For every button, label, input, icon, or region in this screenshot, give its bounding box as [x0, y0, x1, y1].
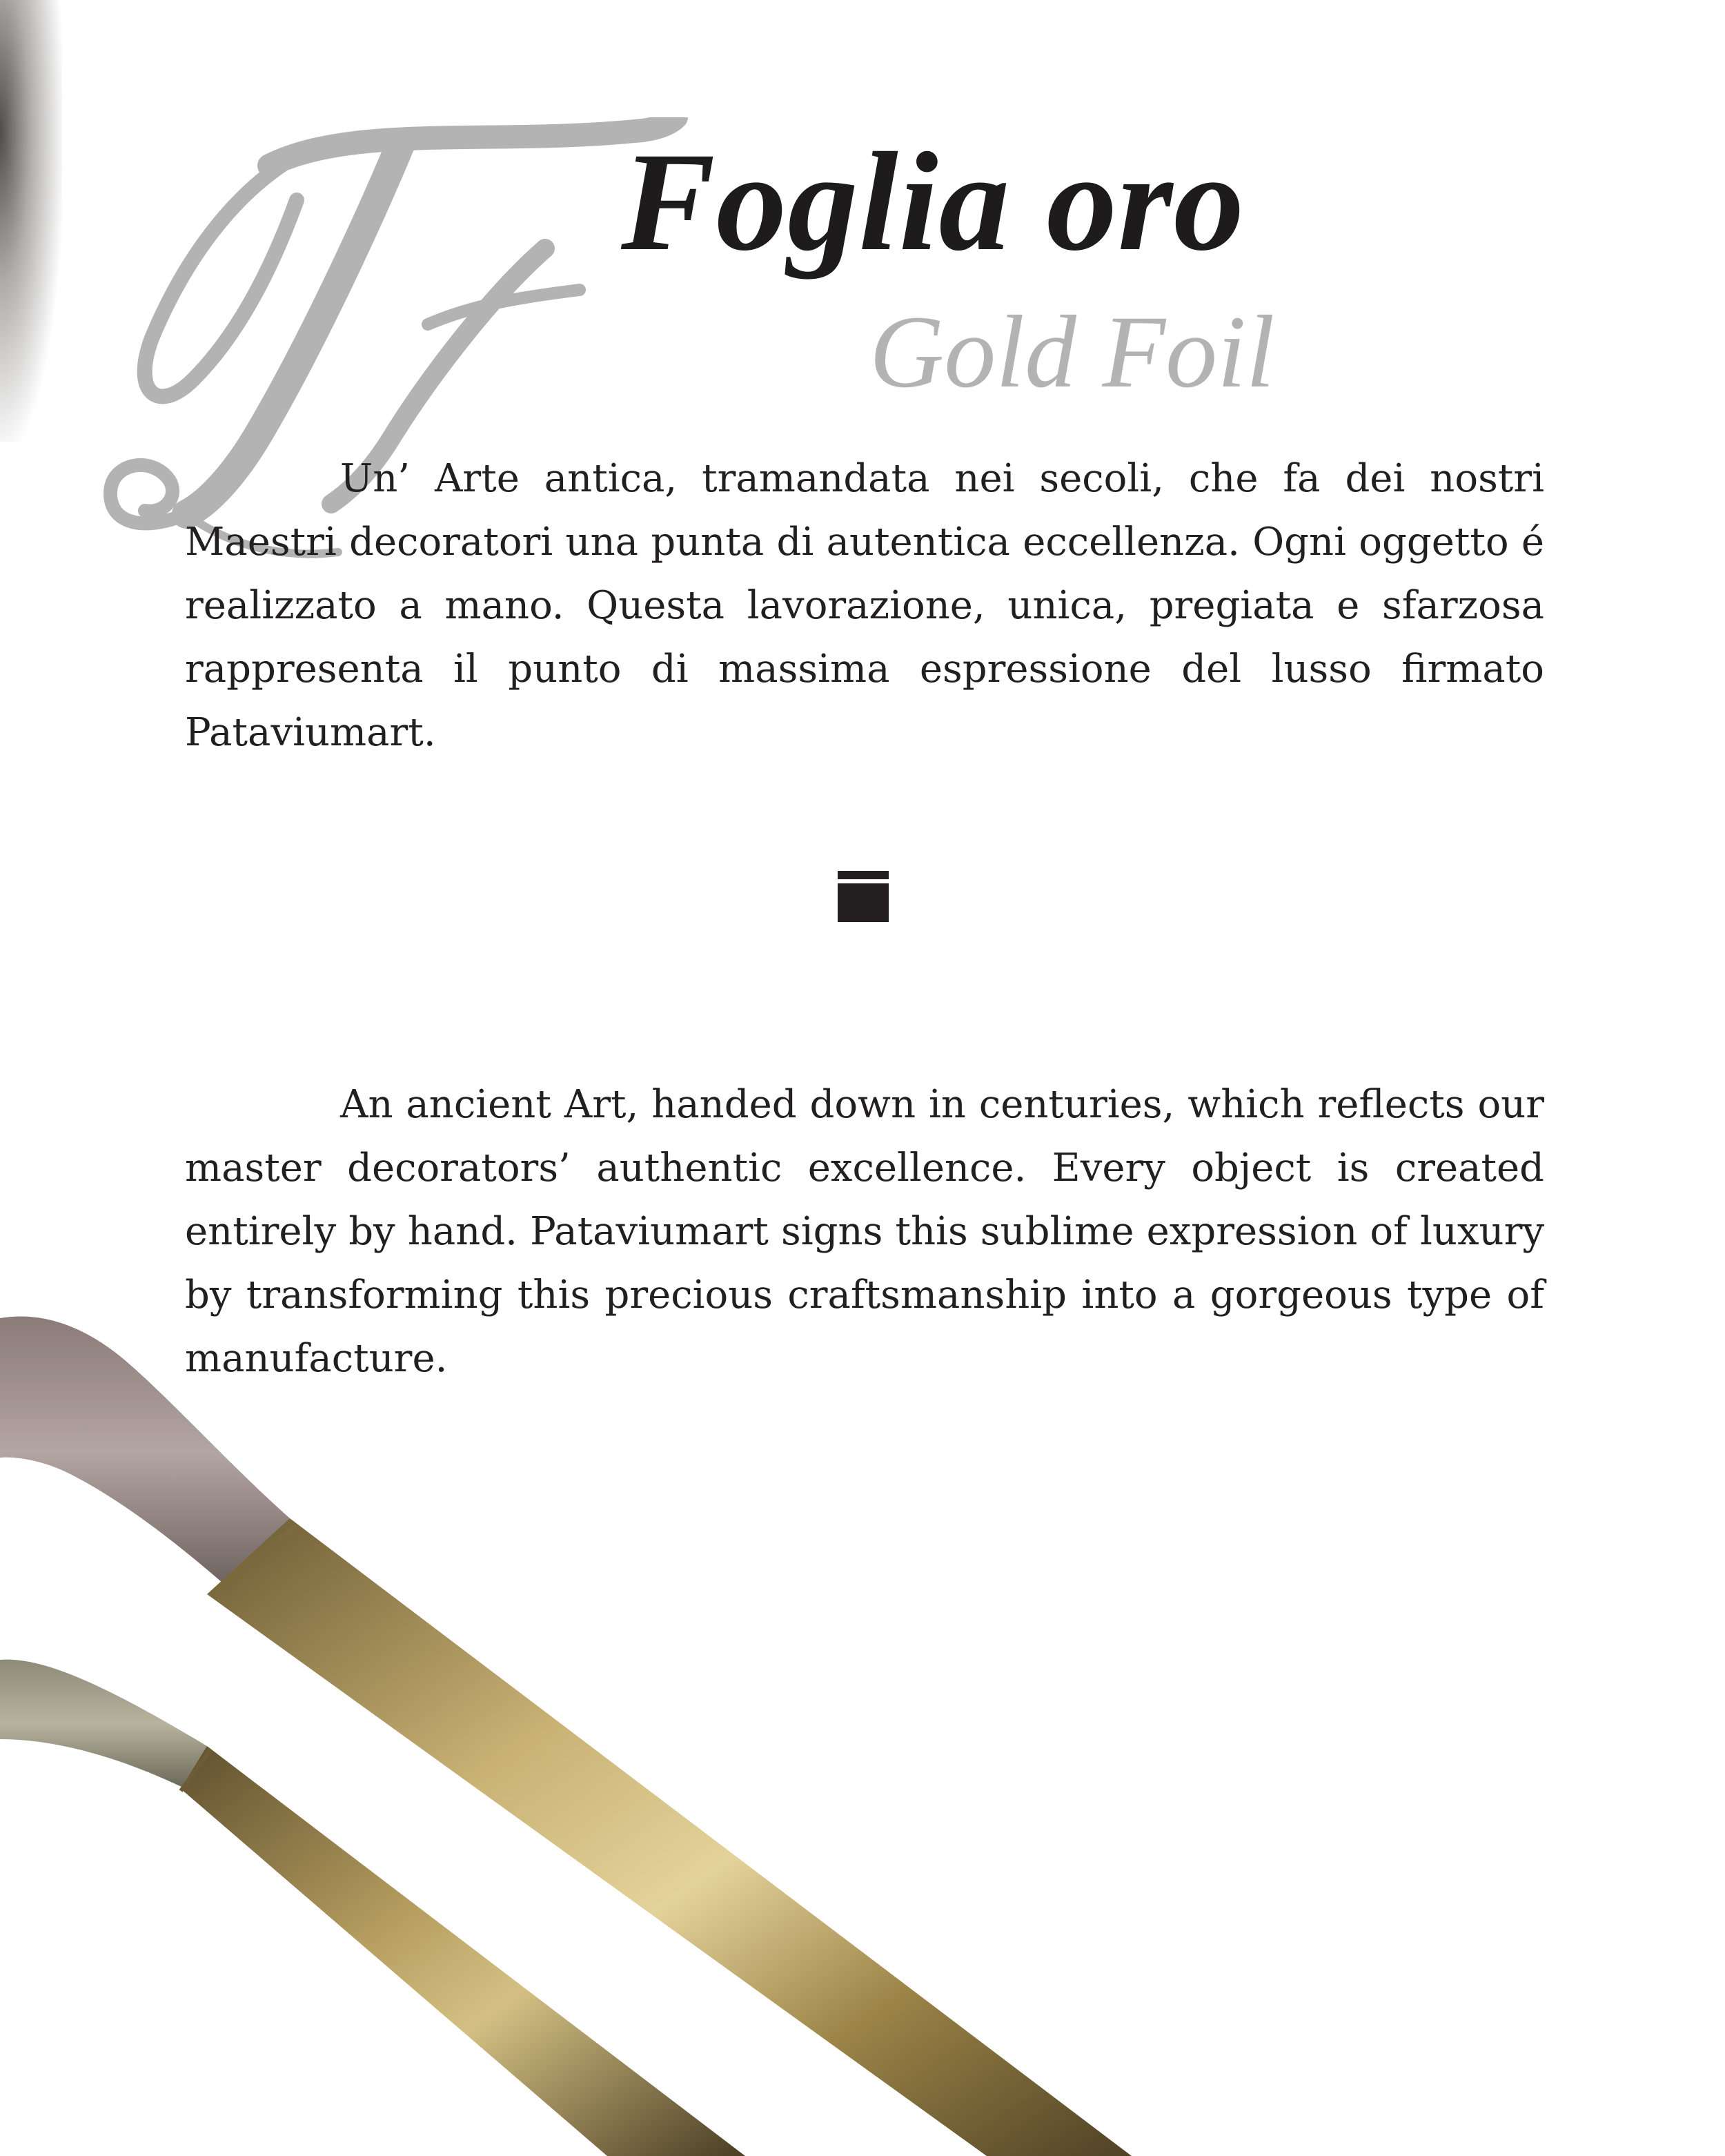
- page-subtitle: Gold Foil: [869, 295, 1275, 409]
- page-edge-shadow: [0, 0, 62, 442]
- body-paragraph-english: An ancient Art, handed down in centuries, which reflects our master decorators’ authentic excellence. Every object is created entirely by hand. Pataviumart signs this sublime expression of luxury by transforming this precious craftsmanship into a gorgeous type of manufacture.: [185, 1082, 1544, 1381]
- body-paragraph-italian: Un’ Arte antica, tramandata nei secoli, che fa dei nostri Maestri decoratori una punta di autentica eccellenza. Ogni oggetto é realizzato a mano. Questa lavorazione, unica, pregiata e sfarzosa rappresenta il punto di massima espressione del lusso firmato Pataviumart.: [185, 456, 1544, 755]
- page-title: Foglia oro: [621, 124, 1245, 280]
- gilding-brushes-photo: [0, 1297, 1725, 2156]
- box-ornament-icon: [838, 871, 889, 922]
